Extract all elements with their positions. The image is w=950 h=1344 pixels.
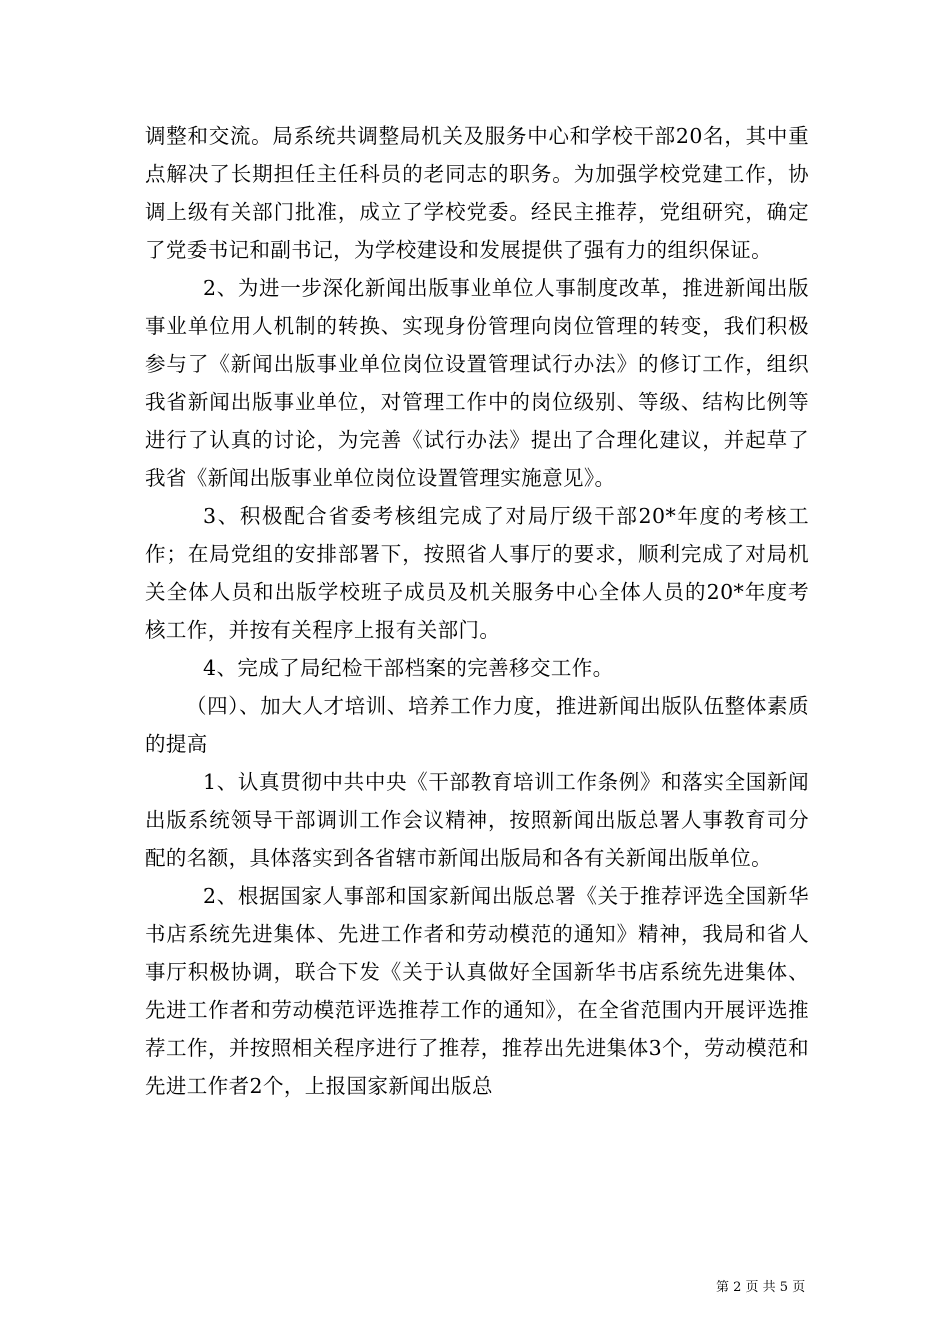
paragraph-continuation: 调整和交流。局系统共调整局机关及服务中心和学校干部20名，其中重点解决了长期担任主任科员的老同志的职务。为加强学校党建工作，协调上级有关部门批准，成立了学校党委。经民主推荐，党组研究，确定了党委书记和副书记，为学校建设和发展提供了强有力的组织保证。 xyxy=(145,124,809,262)
page-number-footer: 第 2 页 共 5 页 xyxy=(716,1280,806,1295)
paragraph-training-1: 1、认真贯彻中共中央《干部教育培训工作条例》和落实全国新闻出版系统领导干部调训工作会议精神，按照新闻出版总署人事教育司分配的名额，具体落实到各省辖市新闻出版局和各有关新闻出版单位。 xyxy=(145,770,809,870)
paragraph-item-3: 3、积极配合省委考核组完成了对局厅级干部20*年度的考核工作；在局党组的安排部署下，按照省人事厅的要求，顺利完成了对局机关全体人员和出版学校班子成员及机关服务中心全体人员的20*年度考核工作，并按有关程序上报有关部门。 xyxy=(145,504,809,642)
section-heading-4: （四）、加大人才培训、培养工作力度，推进新闻出版队伍整体素质的提高 xyxy=(145,694,809,756)
paragraph-item-4: 4、完成了局纪检干部档案的完善移交工作。 xyxy=(203,656,614,680)
paragraph-item-2: 2、为进一步深化新闻出版事业单位人事制度改革，推进新闻出版事业单位用人机制的转换、实现身份管理向岗位管理的转变，我们积极参与了《新闻出版事业单位岗位设置管理试行办法》的修订工作，组织我省新闻出版事业单位，对管理工作中的岗位级别、等级、结构比例等进行了认真的讨论，为完善《试行办法》提出了合理化建议，并起草了我省《新闻出版事业单位岗位设置管理实施意见》。 xyxy=(145,276,809,490)
paragraph-training-2: 2、根据国家人事部和国家新闻出版总署《关于推荐评选全国新华书店系统先进集体、先进工作者和劳动模范的通知》精神，我局和省人事厅积极协调，联合下发《关于认真做好全国新华书店系统先进集体、先进工作者和劳动模范评选推荐工作的通知》，在全省范围内开展评选推荐工作，并按照相关程序进行了推荐，推荐出先进集体3个，劳动模范和先进工作者2个，上报国家新闻出版总 xyxy=(145,884,809,1098)
document-body xyxy=(145,117,809,1105)
